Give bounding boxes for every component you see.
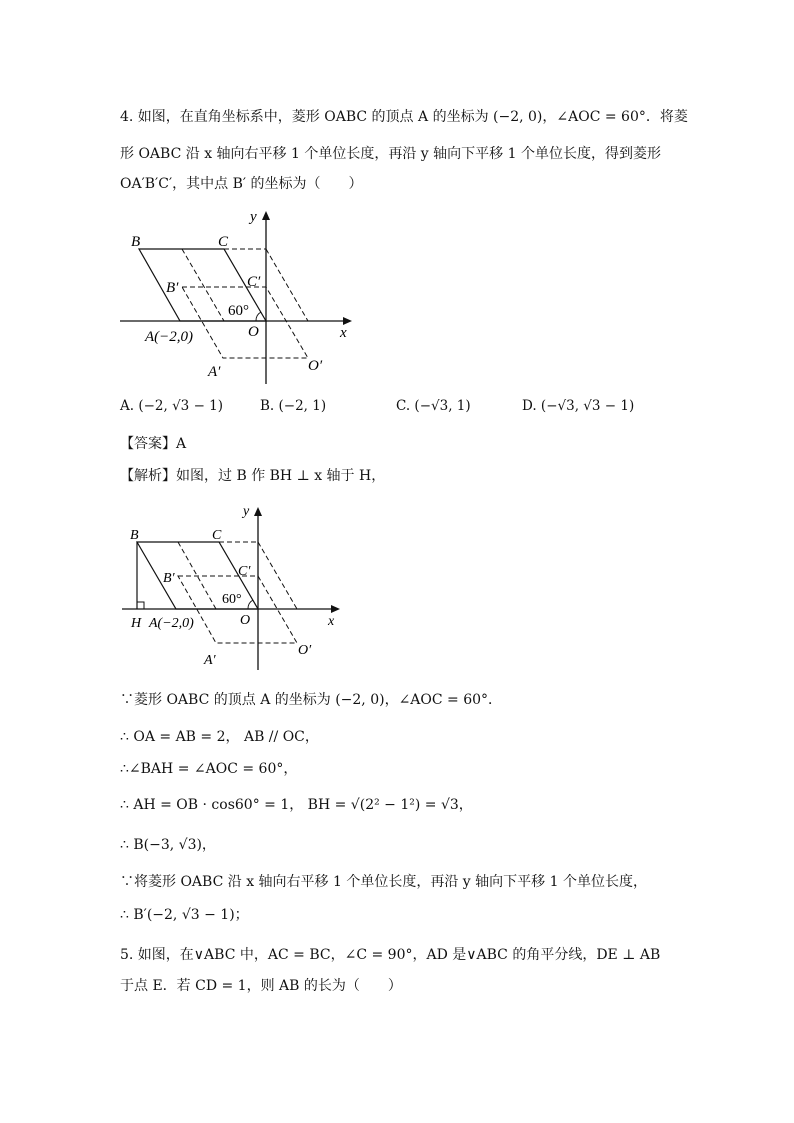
option-b[interactable]: B. (−2, 1) (260, 398, 327, 414)
fig2-label-B1: B′ (163, 571, 175, 586)
step-1: ∵菱形 OABC 的顶点 A 的坐标为 (−2, 0)，∠AOC = 60°． (120, 692, 503, 708)
fig2-label-A1: A′ (204, 653, 216, 668)
fig1-label-x: x (340, 325, 347, 341)
fig2-label-C: C (212, 528, 222, 543)
fig1-label-C1: C′ (247, 274, 261, 290)
step-4: ∴ AH = OB · cos60° = 1， BH = √(2² − 1²) = √3， (120, 797, 473, 813)
fig2-label-x: x (328, 614, 335, 629)
fig1-label-O: O (248, 324, 259, 340)
q4-line-2: 形 OABC 沿 x 轴向右平移 1 个单位长度，再沿 y 轴向下平移 1 个单位长度，得到菱形 (120, 146, 661, 162)
fig1-label-A1: A′ (208, 364, 221, 380)
fig2-label-O1: O′ (298, 643, 312, 658)
fig1-label-B: B (131, 234, 141, 250)
fig1-label-y: y (250, 209, 257, 225)
fig2-label-O: O (240, 613, 251, 628)
step-2: ∴ OA = AB = 2， AB // OC， (120, 729, 319, 745)
fig1-label-A: A(−2,0) (145, 329, 194, 345)
option-c[interactable]: C. (−√3, 1) (396, 398, 471, 414)
fig1-label-angle: 60° (228, 303, 249, 319)
figure-2 (118, 498, 350, 674)
step-5: ∴ B(−3, √3)， (120, 837, 216, 853)
answer-line: 【答案】A (120, 436, 187, 452)
q5-line-2: 于点 E．若 CD = 1，则 AB 的长为（ ） (120, 978, 402, 994)
figure-1 (110, 198, 360, 390)
step-3: ∴∠BAH = ∠AOC = 60°， (120, 761, 298, 777)
fig2-label-y: y (243, 504, 250, 519)
analysis-line: 【解析】如图，过 B 作 BH ⊥ x 轴于 H， (120, 468, 386, 484)
option-a[interactable]: A. (−2, √3 − 1) (120, 398, 224, 414)
fig2-label-C1: C′ (238, 564, 251, 579)
fig1-label-O1: O′ (308, 358, 323, 374)
option-d[interactable]: D. (−√3, √3 − 1) (522, 398, 635, 414)
fig2-label-H: H (131, 616, 142, 631)
fig2-label-B: B (130, 528, 139, 543)
q4-line-1: 4. 如图，在直角坐标系中，菱形 OABC 的顶点 A 的坐标为 (−2, 0)，∠AOC = 60°．将菱 (120, 109, 688, 125)
fig2-label-angle: 60° (222, 592, 242, 607)
fig1-label-C: C (218, 234, 229, 250)
q4-line-3: OA′B′C′，其中点 B′ 的坐标为（ ） (120, 176, 363, 192)
fig2-label-A: A(−2,0) (149, 616, 194, 631)
step-6: ∵将菱形 OABC 沿 x 轴向右平移 1 个单位长度，再沿 y 轴向下平移 1 个单位长度， (120, 874, 647, 890)
step-7: ∴ B′(−2, √3 − 1)； (120, 907, 249, 923)
q5-line-1: 5. 如图，在∨ABC 中，AC = BC，∠C = 90°，AD 是∨ABC 的角平分线，DE ⊥ AB (120, 947, 661, 963)
fig1-label-B1: B′ (166, 280, 179, 296)
